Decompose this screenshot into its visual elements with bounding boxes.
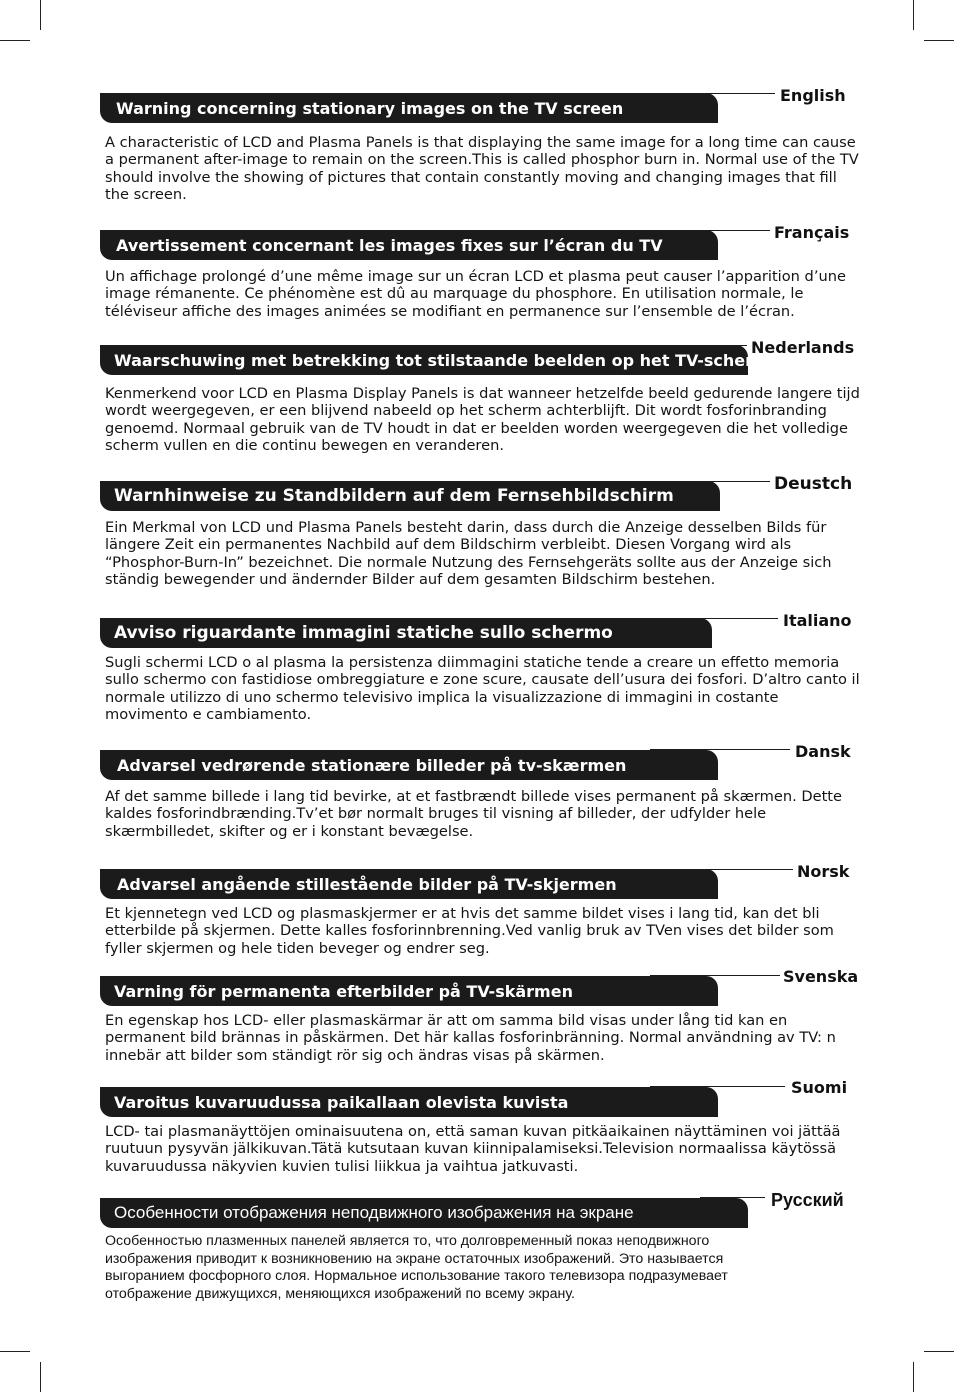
section-title: Avertissement concernant les images fixes sur l’écran du TV bbox=[100, 230, 718, 260]
language-label: Deustch bbox=[774, 474, 853, 494]
language-label: Suomi bbox=[791, 1078, 848, 1097]
language-label: Русский bbox=[771, 1190, 844, 1210]
crop-mark bbox=[40, 1362, 41, 1392]
section-title: Warnhinweise zu Standbildern auf dem Fernsehbildschirm bbox=[100, 481, 720, 511]
section-body: Et kjennetegn ved LCD og plasmaskjermer er at hvis det samme bildet vises i lang tid, kan det bli etterbilde på skjermen. Dette kalles fosforinnbrenning.Ved vanlig bruk av TVen vises det bilder som fyller skjermen og hele tiden beveger og endrer seg. bbox=[105, 905, 834, 957]
section-title: Advarsel vedrørende stationære billeder på tv-skærmen bbox=[100, 750, 718, 780]
section-body: Особенностью плазменных панелей является то, что долговременный показ неподвижного изображения приводит к возникновению на экране остаточных изображений. Это называется выгоранием фосфорного слоя. Нормальное использование такого телевизора подразумевает отображение движущихся, меняющихся изображений по всему экрану. bbox=[105, 1233, 728, 1302]
section-body: Af det samme billede i lang tid bevirke, at et fastbrændt billede vises permanent på skærmen. Dette kaldes fosforindbrænding.Tv’et bør normalt bruges til visning af billeder, der udfylder hele skærmbilledet, skifter og er i konstant bevægelse. bbox=[105, 788, 843, 840]
language-label: Français bbox=[774, 223, 850, 242]
language-label: Dansk bbox=[795, 742, 851, 761]
section-title: Varning för permanenta efterbilder på TV-skärmen bbox=[100, 976, 718, 1006]
crop-mark bbox=[0, 40, 30, 41]
crop-mark bbox=[924, 40, 954, 41]
section-body: Kenmerkend voor LCD en Plasma Display Panels is dat wanneer hetzelfde beeld gedurende langere tijd wordt weergegeven, er een blijvend nabeeld op het scherm achterblijft. Dit wordt fosforinbranding genoemd. Normaal gebruik van de TV houdt in dat er beelden worden weergegeven die het volledige scherm vullen en die continu bewegen en veranderen. bbox=[105, 385, 860, 455]
section-title: Advarsel angående stillestående bilder på TV-skjermen bbox=[100, 869, 718, 899]
crop-mark bbox=[0, 1351, 30, 1352]
section-body: Ein Merkmal von LCD und Plasma Panels besteht darin, dass durch die Anzeige desselben Bilds für längere Zeit ein permanentes Nachbild auf dem Bildschirm verbleibt. Diesen Vorgang wird als “Phosphor-Burn-In” bezeichnet. Die normale Nutzung des Fernsehgeräts sollte aus der Anzeige sich ständig bewegender und ändernder Bilder auf dem gesamten Bildschirm bestehen. bbox=[105, 519, 832, 589]
section-title: Warning concerning stationary images on the TV screen bbox=[100, 93, 718, 123]
section-body: Un affichage prolongé d’une même image sur un écran LCD et plasma peut causer l’apparition d’une image rémanente. Ce phénomène est dû au marquage du phosphore. En utilisation normale, le téléviseur affiche des images animées se modifiant en permanence sur l’ensemble de l’écran. bbox=[105, 268, 846, 320]
section-body: En egenskap hos LCD- eller plasmaskärmar är att om samma bild visas under lång tid kan en permanent bild brännas in påskärmen. Det här kallas fosforinbränning. Normal användning av TV: n innebär att bilder som ständigt rör sig och ändras visas på skärmen. bbox=[105, 1012, 836, 1064]
language-label: Italiano bbox=[783, 611, 852, 630]
crop-mark bbox=[913, 1362, 914, 1392]
language-label: Svenska bbox=[783, 967, 859, 986]
section-body: LCD- tai plasmanäyttöjen ominaisuutena on, että saman kuvan pitkäaikainen näyttäminen voi jättää ruutuun pysyvän jälkikuvan.Tätä kutsutaan kuvan kiinnipalamiseksi.Television normaalissa käytössä kuvaruudussa näkyvien kuvien tulisi liikkua ja vaihtua jatkuvasti. bbox=[105, 1123, 841, 1175]
language-label: Norsk bbox=[797, 862, 850, 881]
section-title: Waarschuwing met betrekking tot stilstaande beelden op het TV-scherm bbox=[100, 345, 748, 375]
language-label: English bbox=[780, 86, 846, 105]
section-body: Sugli schermi LCD o al plasma la persistenza diimmagini statiche tende a creare un effetto memoria sullo schermo con fastidiose ombreggiature e zone scure, causate dell’usura dei fosfori. D’altro canto il normale utilizzo di uno schermo televisivo implica la visualizzazione di immagini in costante movimento e cambiamento. bbox=[105, 654, 860, 724]
section-title: Varoitus kuvaruudussa paikallaan olevista kuvista bbox=[100, 1087, 718, 1117]
section-title: Avviso riguardante immagini statiche sullo schermo bbox=[100, 618, 712, 648]
crop-mark bbox=[924, 1351, 954, 1352]
section-body: A characteristic of LCD and Plasma Panels is that displaying the same image for a long time can cause a permanent after-image to remain on the screen.This is called phosphor burn in. Normal use of the TV should involve the showing of pictures that contain constantly moving and changing images that fill the screen. bbox=[105, 134, 859, 204]
section-title: Особенности отображения неподвижного изображения на экране bbox=[100, 1198, 748, 1228]
language-label: Nederlands bbox=[751, 338, 855, 357]
crop-mark bbox=[913, 0, 914, 30]
crop-mark bbox=[40, 0, 41, 30]
